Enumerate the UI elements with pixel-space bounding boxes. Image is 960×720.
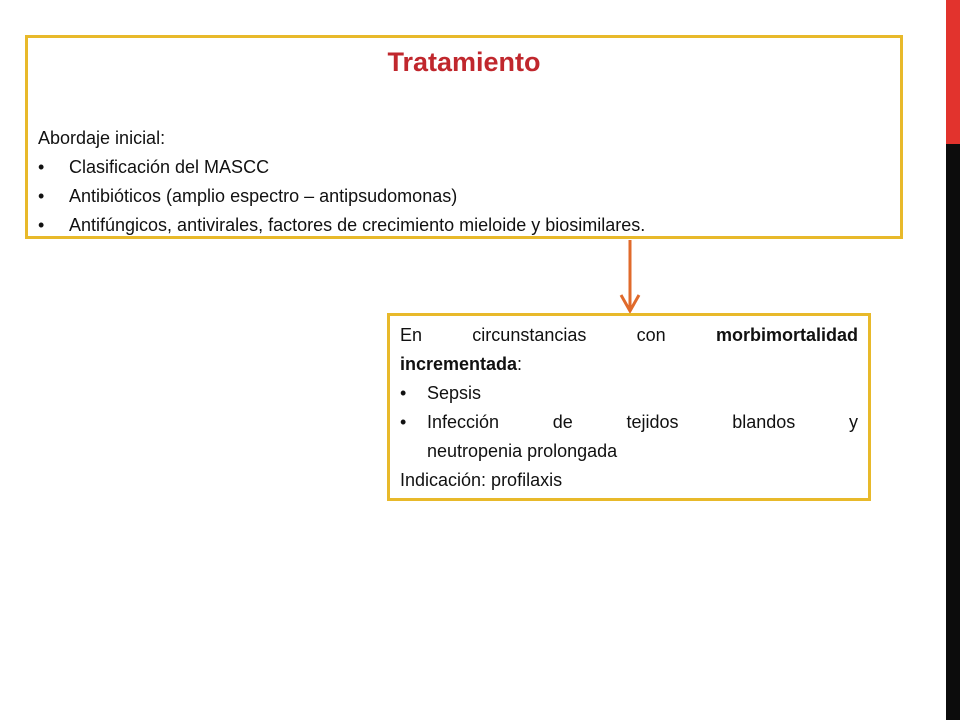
list-item	[400, 408, 858, 466]
high-risk-intro-text: En circunstancias con	[400, 325, 666, 345]
bullet-icon: •	[400, 412, 407, 432]
bullet-icon: •	[400, 383, 407, 403]
list-item-text: Clasificación del MASCC	[69, 157, 270, 177]
list-item	[400, 379, 858, 408]
list-item-text: Antibióticos (amplio espectro – antipsudomonas)	[69, 186, 458, 206]
bullet-icon: •	[38, 157, 45, 177]
bullet-icon: •	[38, 186, 45, 206]
list-item-text-cont: neutropenia prolongada	[427, 441, 618, 461]
bullet-icon: •	[38, 215, 45, 235]
high-risk-list	[400, 379, 858, 466]
high-risk-intro-cont	[400, 350, 858, 379]
high-risk-emphasis-1: morbimortalidad	[715, 325, 858, 345]
list-item-text: Infección de tejidos blandos y	[427, 412, 858, 432]
slide-title: Tratamiento	[387, 47, 541, 77]
high-risk-colon: :	[517, 354, 523, 374]
high-risk-emphasis-2: incrementada	[400, 354, 518, 374]
indication-text: Indicación: profilaxis	[400, 470, 563, 490]
high-risk-intro	[400, 321, 858, 350]
list-item-text: Sepsis	[427, 383, 482, 403]
initial-approach-label: Abordaje inicial:	[38, 128, 166, 148]
list-item-text: Antifúngicos, antivirales, factores de crecimiento mieloide y biosimilares.	[69, 215, 646, 235]
high-risk-box	[387, 313, 871, 501]
